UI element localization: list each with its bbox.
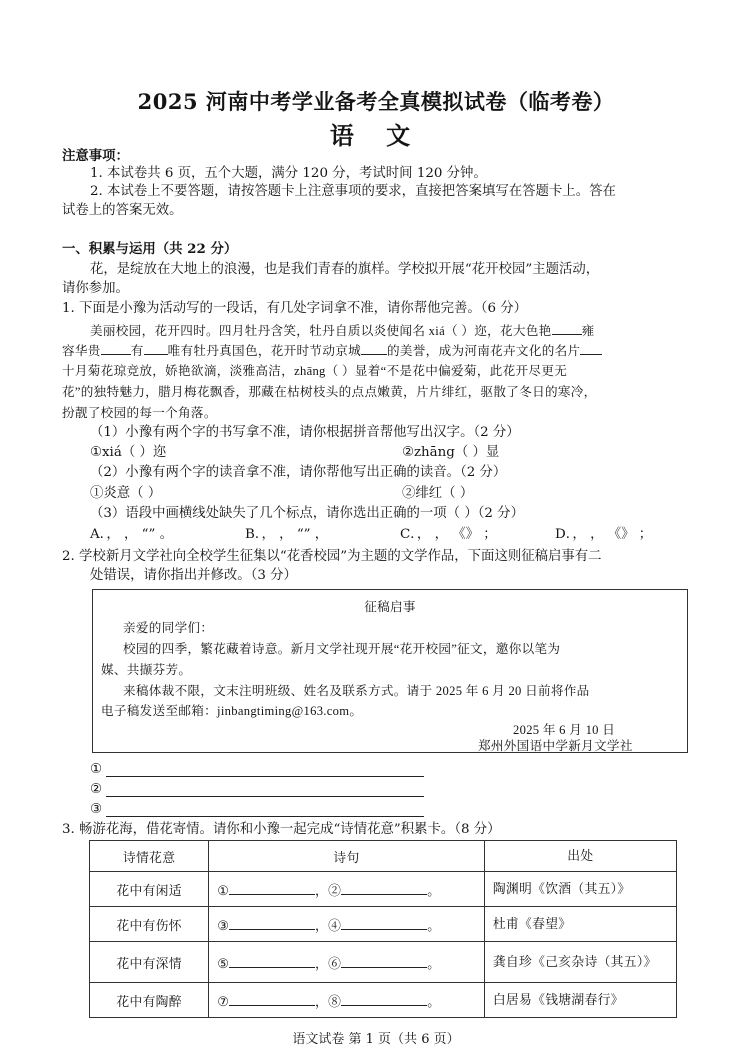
verse-mark: ⑦	[217, 994, 230, 1009]
verse-blank[interactable]	[229, 992, 315, 1006]
q1-passage-line-1-tail: 雍	[581, 324, 595, 338]
q1-sub-1: （1）小豫有两个字的书写拿不准，请你根据拼音帮他写出汉字。（2 分）	[90, 425, 520, 440]
poetry-card-table	[89, 840, 677, 1018]
q1-sub-2-a: ①炎意（ ）	[90, 486, 162, 501]
verse-blank[interactable]	[341, 916, 427, 930]
source-cell: 杜甫《春望》	[484, 907, 676, 942]
q1-blank	[144, 341, 168, 355]
q1-passage-line-3: 十月菊花琼竞放，娇艳欲滴，淡雅高洁，zhāng（ ）显着“不是花中偏爱菊，此花开尽更无	[62, 364, 568, 378]
q1-passage-text: 唯有牡丹真国色，花开时节动京城	[167, 344, 361, 358]
table-header-row	[90, 841, 677, 872]
q1-blank	[580, 341, 602, 355]
section-1-intro-line-2: 请你参加。	[62, 281, 129, 296]
table-header-cell: 诗情花意	[90, 841, 209, 872]
verse-mark: ⑥	[328, 956, 342, 971]
table-row	[90, 942, 677, 983]
table-row	[90, 907, 677, 942]
verse-mark: ④	[328, 918, 342, 933]
source-cell: 龚自珍《己亥杂诗（其五）》	[484, 942, 676, 983]
q1-option-c: C．， ， 《》 ；	[400, 527, 497, 542]
q1-blank	[361, 341, 387, 355]
verse-mark: ③	[217, 918, 230, 933]
q1-passage-line-1	[90, 320, 594, 339]
source-cell: 白居易《钱塘湖春行》	[484, 983, 676, 1018]
theme-cell: 花中有陶醉	[90, 983, 209, 1018]
notice-heading: 注意事项：	[62, 148, 129, 164]
call-for-papers-body-line-3: 来稿体裁不限，文末注明班级、姓名及联系方式。请于 2025 年 6 月 20 日前将作品	[123, 684, 590, 698]
q1-blank	[552, 321, 582, 335]
verse-cell: ⑦ ，⑧ 。	[209, 983, 485, 1018]
q1-stem: 1. 下面是小豫为活动写的一段话，有几处字词拿不准，请你帮他完善。（6 分）	[62, 301, 527, 316]
verse-cell: ③ ，④ 。	[209, 907, 485, 942]
q1-sub-2: （2）小豫有两个字的读音拿不准，请你帮他写出正确的读音。（2 分）	[90, 465, 507, 480]
q1-blank	[101, 341, 131, 355]
q1-sub-1-b: ②zhāng（ ）显	[402, 445, 500, 460]
call-for-papers-date: 2025 年 6 月 10 日	[513, 723, 616, 737]
section-1-heading: 一、积累与运用（共 22 分）	[62, 241, 238, 257]
verse-cell: ⑤ ，⑥ 。	[209, 942, 485, 983]
verse-blank[interactable]	[229, 916, 315, 930]
q1-sub-2-b: ②绯红（ ）	[402, 486, 474, 501]
q1-passage-text: 的美誉，成为河南花卉文化的名片	[387, 344, 581, 358]
q2-stem-line-1: 2. 学校新月文学社向全校学生征集以“花香校园”为主题的文学作品，下面这则征稿启事有二	[62, 549, 602, 564]
q1-option-a: A．， ， “” 。	[90, 527, 173, 542]
q1-option-b: B．， ， “” ，	[245, 527, 329, 542]
q1-option-d: D．， ， 《》 ；	[555, 527, 653, 542]
table-row	[90, 983, 677, 1018]
q2-answer-mark-3: ③	[90, 802, 103, 817]
q2-answer-mark-2: ②	[90, 782, 103, 797]
source-cell: 陶渊明《饮酒（其五）》	[484, 872, 676, 907]
exam-title: 2025 河南中考学业备考全真模拟试卷（临考卷）	[137, 89, 615, 114]
notice-item-1: 1. 本试卷共 6 页，五个大题，满分 120 分，考试时间 120 分钟。	[90, 166, 487, 181]
q1-passage-line-1-text: 美丽校园，花开四时。四月牡丹含笑，牡丹自质以炎使闻名 xiá（ ）迩，花大色艳	[90, 324, 552, 338]
call-for-papers-body-line-4: 电子稿发送至邮箱：jinbangtiming@163.com。	[101, 704, 363, 718]
section-1-intro-line-1: 花，是绽放在大地上的浪漫，也是我们青春的旗样。学校拟开展“花开校园”主题活动，	[90, 262, 600, 277]
theme-cell: 花中有伤怀	[90, 907, 209, 942]
q1-passage-line-2	[62, 340, 602, 359]
call-for-papers-greeting: 亲爱的同学们：	[123, 621, 214, 635]
verse-mark: ②	[328, 883, 342, 898]
q2-answer-line-3[interactable]	[106, 816, 424, 817]
call-for-papers-body-line-1: 校园的四季，繁花藏着诗意。新月文学社现开展“花开校园”征文，邀你以笔为	[123, 642, 561, 656]
q2-stem-line-2: 处错误，请你指出并修改。（3 分）	[90, 568, 297, 583]
table-header-cell: 诗句	[209, 841, 485, 872]
verse-mark: ⑧	[328, 994, 342, 1009]
q2-answer-line-2[interactable]	[106, 796, 424, 797]
q1-sub-1-a: ①xiá（ ）迩	[90, 445, 167, 460]
q1-passage-text: 容华贵	[62, 344, 101, 358]
call-for-papers-box	[92, 589, 688, 753]
q1-passage-line-5: 扮靓了校园的每一个角落。	[62, 406, 217, 420]
verse-blank[interactable]	[229, 881, 315, 895]
q1-passage-line-4: 花”的独特魅力，腊月梅花飘香，那藏在枯树枝头的点点嫩黄，片片绯红，驱散了冬日的寒冷，	[62, 385, 597, 399]
q2-answer-line-1[interactable]	[106, 776, 424, 777]
q3-stem: 3. 畅游花海，借花寄情。请你和小豫一起完成“诗情花意”积累卡。（8 分）	[62, 822, 501, 837]
verse-blank[interactable]	[341, 992, 427, 1006]
subject-title: 语 文	[329, 121, 423, 150]
call-for-papers-signature: 郑州外国语中学新月文学社	[478, 739, 633, 753]
table-header-cell: 出处	[484, 841, 676, 872]
theme-cell: 花中有闲适	[90, 872, 209, 907]
notice-item-2-line-1: 2. 本试卷上不要答题，请按答题卡上注意事项的要求，直接把答案填写在答题卡上。答在	[90, 184, 616, 199]
verse-blank[interactable]	[341, 954, 427, 968]
verse-mark: ⑤	[217, 956, 230, 971]
call-for-papers-body-line-2: 媒、共撷芬芳。	[101, 663, 192, 677]
q1-sub-3: （3）语段中画横线处缺失了几个标点，请你选出正确的一项（ ）（2 分）	[90, 506, 524, 521]
verse-blank[interactable]	[229, 954, 315, 968]
q1-passage-text: 有	[130, 344, 144, 358]
call-for-papers-title: 征稿启事	[364, 600, 416, 614]
notice-item-2-line-2: 试卷上的答案无效。	[62, 203, 183, 218]
verse-cell: ① ，② 。	[209, 872, 485, 907]
verse-mark: ①	[217, 883, 230, 898]
theme-cell: 花中有深情	[90, 942, 209, 983]
page-footer: 语文试卷 第 1 页（共 6 页）	[292, 1032, 460, 1047]
q2-answer-mark-1: ①	[90, 762, 103, 777]
table-row	[90, 872, 677, 907]
verse-blank[interactable]	[341, 881, 427, 895]
